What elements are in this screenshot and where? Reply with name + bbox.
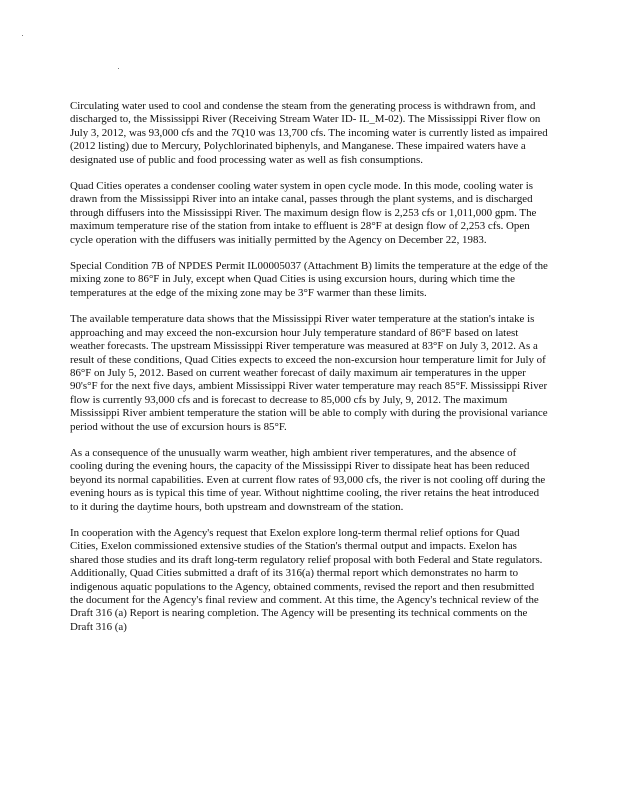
paragraph-warm-weather: As a consequence of the unusually warm weather, high ambient river temperatures, and the absence of cooling during the evening hours, the capacity of the Mississippi River to dissipate heat has been reduced beyond its normal capabilities. Even at current flow rates of 93,000 cfs, the river is not cooling off during the evening hours as is typical this time of year. Without nighttime cooling, the river retains the heat introduced to it during the daytime hours, both upstream and downstream of the station. [70, 446, 546, 513]
scan-speck [118, 68, 119, 69]
paragraph-cooling-system: Quad Cities operates a condenser cooling water system in open cycle mode. In this mode, cooling water is drawn from the Mississippi River into an intake canal, passes through the plant systems, and is discharged through diffusers into the Mississippi River. The maximum design flow is 2,253 cfs or 1,011,000 gpm. The maximum temperature rise of the station from intake to effluent is 28°F at design flow of 2,253 cfs. Open cycle operation with the diffusers was initially permitted by the Agency on December 22, 1983. [70, 180, 537, 246]
scan-speck [22, 35, 23, 36]
paragraph-special-condition: Special Condition 7B of NPDES Permit IL00005037 (Attachment B) limits the temperature at the edge of the mixing zone to 86°F in July, except when Quad Cities is using excursion hours, during which time the temperatures at the edge of the mixing zone may be 3°F warmer than these limits. [70, 260, 548, 299]
paragraph-cooperation: In cooperation with the Agency's request that Exelon explore long-term thermal relief options for Quad Cities, Exelon commissioned extensive studies of the Station's thermal output and impacts. Exelon has shared those studies and its draft long-term regulatory relief proposal with both Federal and State regulators. Additionally, Quad Cities submitted a draft of its 316(a) thermal report which demonstrates no harm to indigenous aquatic populations to the Agency, obtained comments, revised the report and then resubmitted the document for the Agency's final review and comment. At this time, the Agency's technical review of the Draft 316 (a) Report is nearing completion. The Agency will be presenting its technical comments on the Draft 316 (a) [70, 526, 543, 633]
paragraph-circulating-water: Circulating water used to cool and condense the steam from the generating process is withdrawn from, and discharged to, the Mississippi River (Receiving Stream Water ID- IL_M-02). The Mississippi River flow on July 3, 2012, was 93,000 cfs and the 7Q10 was 13,700 cfs. The incoming water is currently listed as impaired (2012 listing) due to Mercury, Polychlorinated biphenyls, and Manganese. These impaired waters have a designated use of public and food processing water as well as fish consumptions. [70, 100, 548, 166]
document-body [70, 100, 548, 647]
paragraph-temperature-data: The available temperature data shows that the Mississippi River water temperature at the station's intake is approaching and may exceed the non-excursion hour July temperature standard of 86°F based on latest weather forecasts. The upstream Mississippi River temperature was measured at 83°F on July 3, 2012. As a result of these conditions, Quad Cities expects to exceed the non-excursion hour temperature limit for July of 86°F on July 5, 2012. Based on current weather forecast of daily maximum air temperatures in the upper 90's°F for the next five days, ambient Mississippi River water temperature may reach 85°F. Mississippi River flow is currently 93,000 cfs and is forecast to decrease to 85,000 cfs by July, 9, 2012. The maximum Mississippi River ambient temperature the station will be able to comply with during the provisional variance period without the use of excursion hours is 85°F. [70, 313, 548, 433]
